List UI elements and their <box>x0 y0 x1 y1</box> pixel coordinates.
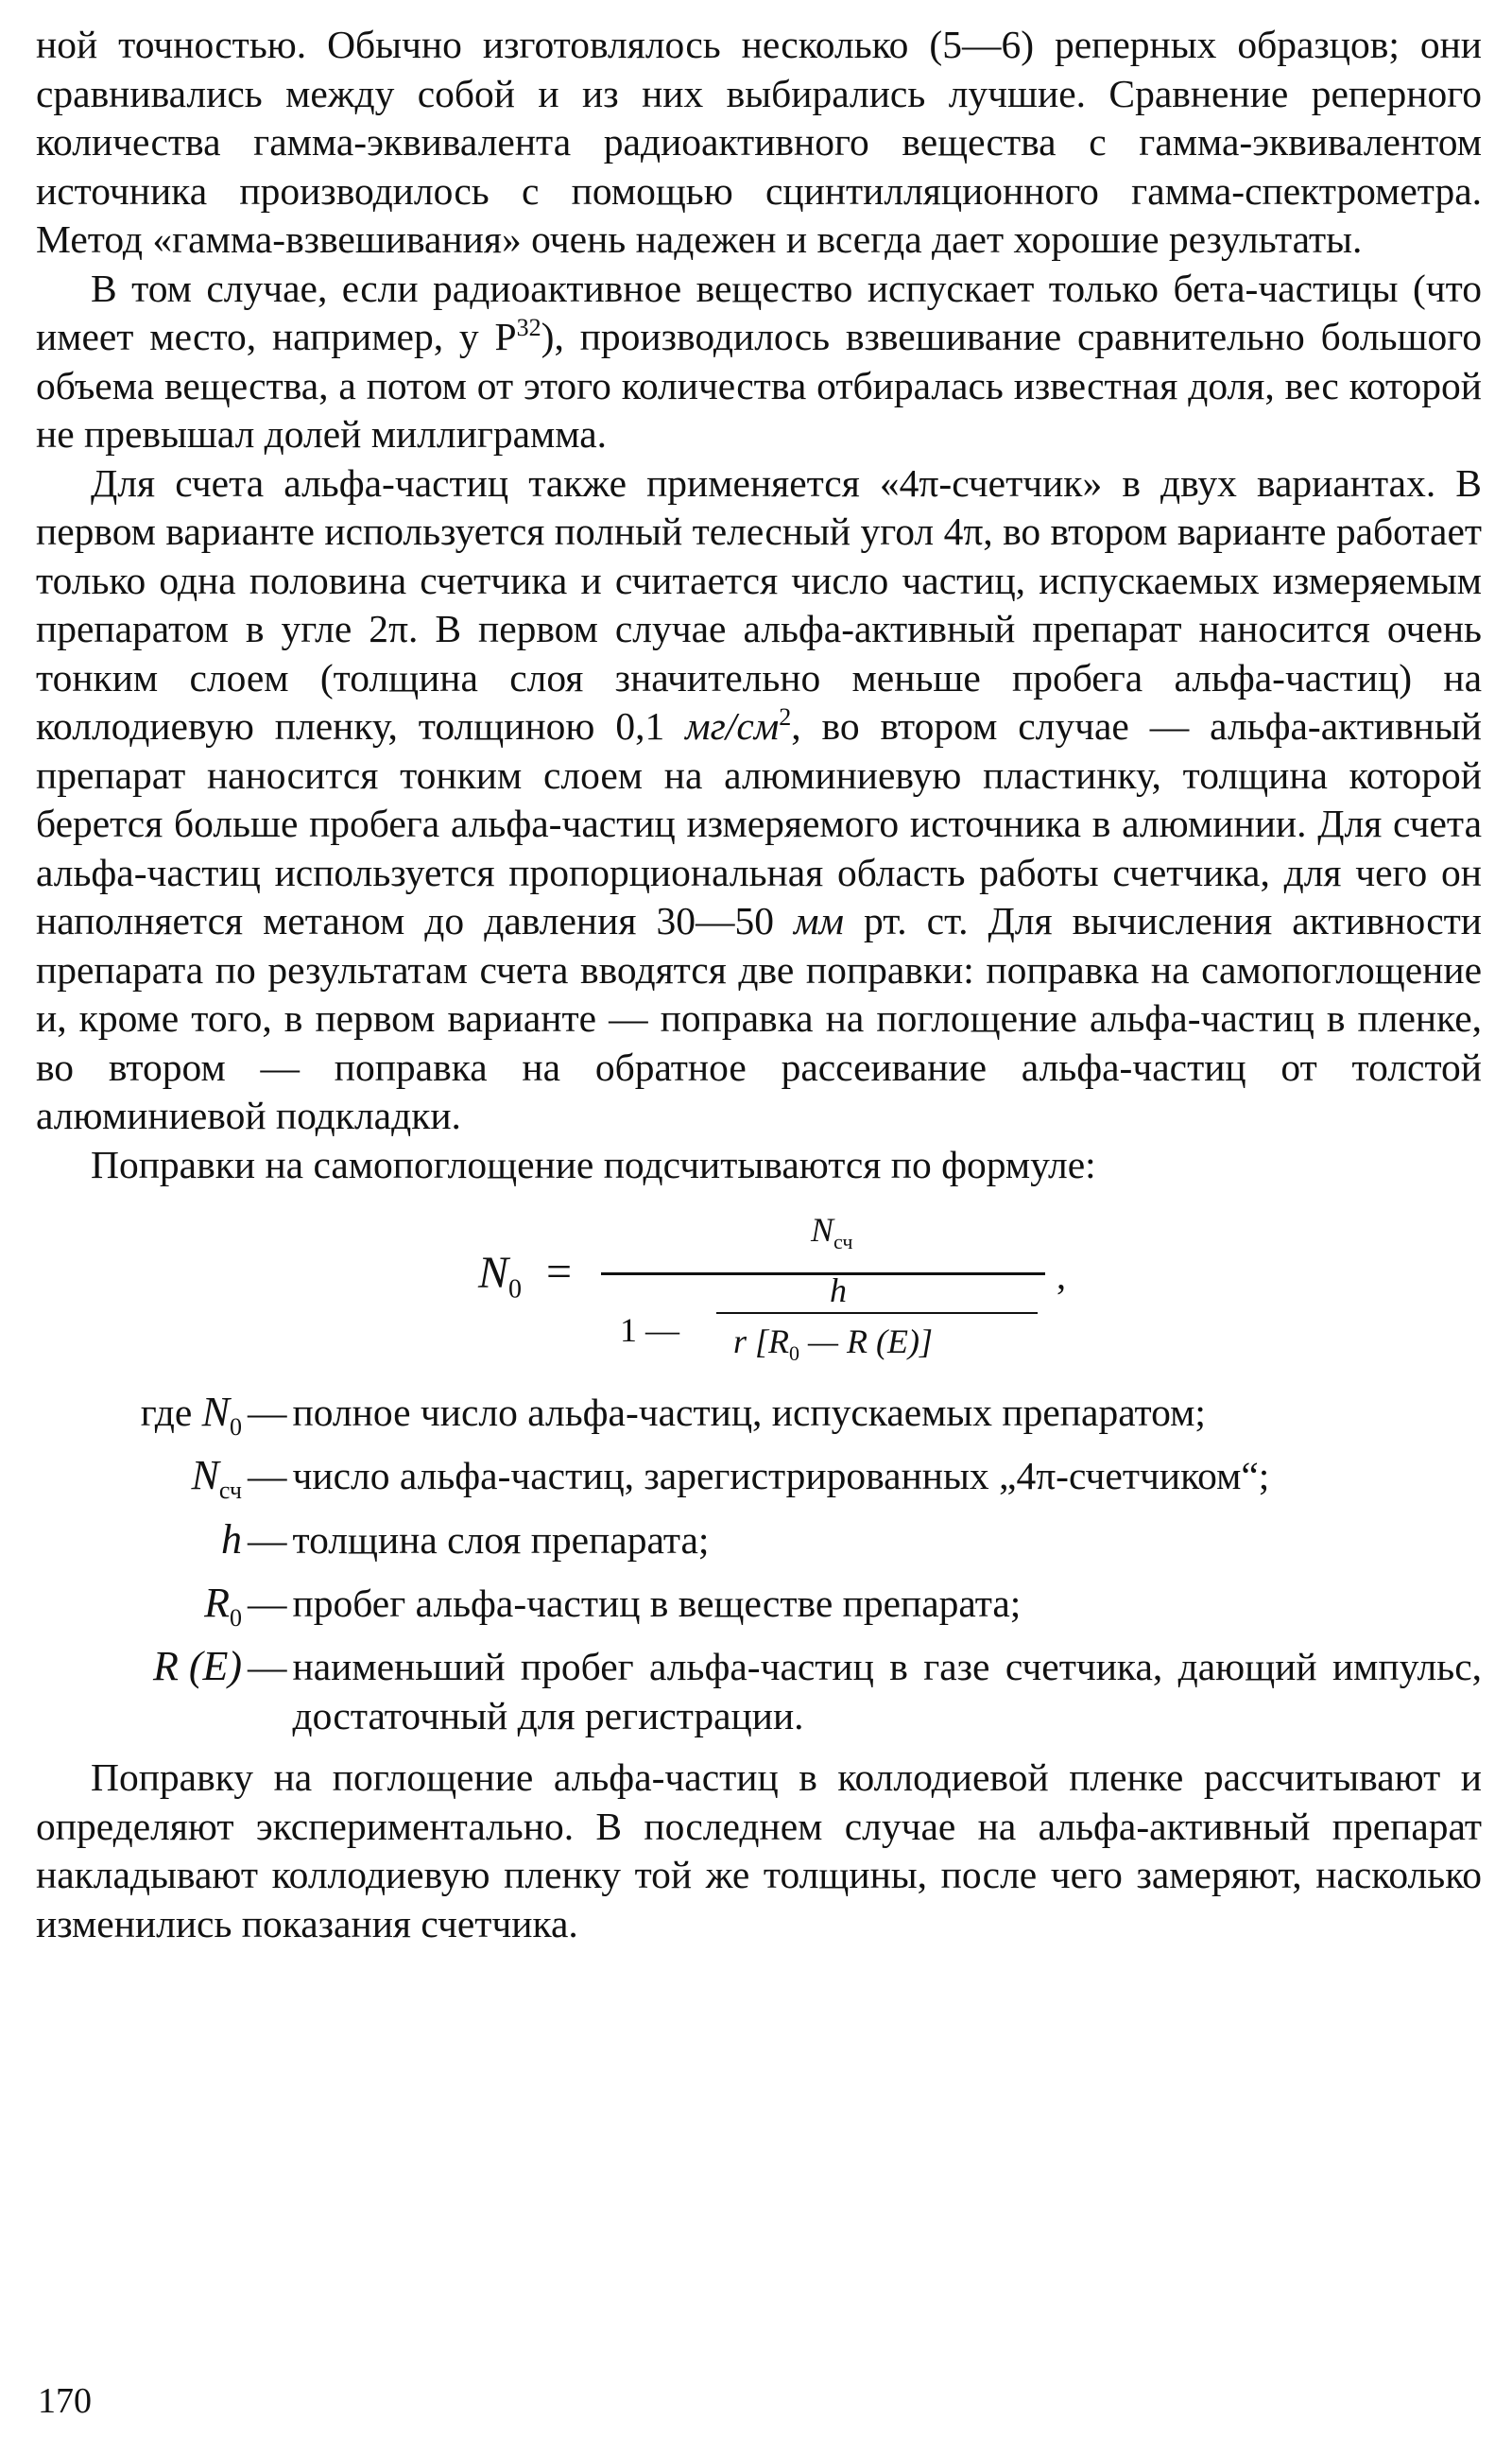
formula-lhs: $N_0$ <box>478 1248 523 1305</box>
paragraph-4: Поправки на самопоглощение подсчитываются по формуле: <box>91 1142 1096 1186</box>
definition-row <box>36 1579 1482 1642</box>
definition-row <box>36 1451 1482 1514</box>
definition-text: наименьший пробег альфа-частиц в газе счетчика, дающий импульс, достаточный для регистрации. <box>292 1645 1482 1737</box>
formula-comma: , <box>1057 1254 1066 1297</box>
formula-inner-denominator: r [$R_0$ — R (E)] <box>733 1322 933 1366</box>
definition-dash: — <box>248 1581 287 1625</box>
page-number: 170 <box>38 2381 92 2421</box>
formula-one-minus: 1 — <box>620 1311 679 1349</box>
symbol-definitions <box>36 1388 1482 1740</box>
formula-numerator: $N_{сч}$ <box>811 1211 853 1254</box>
formula-inner-fraction-bar <box>716 1312 1038 1314</box>
definition-dash: — <box>248 1454 287 1498</box>
paragraph-1: ной точностью. Обычно изготовлялось несколько (5—6) реперных образцов; они сравнивались между собой и из них выбирались лучшие. Сравнение реперного количества гамма-эквивалента радиоактивного вещества с гамма-эквивалентом источника производилось с помощью сцинтилляционного гамма-спектрометра. Метод «гамма-взвешивания» очень надежен и всегда дает хорошие результаты. <box>36 23 1482 261</box>
paragraph-2-text-a: В том случае, если радиоактивное вещество испускает только бета-частицы (что имеет место, например, у P <box>36 266 1482 358</box>
definition-dash: — <box>248 1517 287 1562</box>
formula-inner-numerator: h <box>830 1271 847 1309</box>
definition-text: пробег альфа-частиц в веществе препарата; <box>292 1581 1022 1625</box>
self-absorption-formula <box>36 1206 1482 1367</box>
paragraph-3-text-b: , во втором случае — альфа-активный препарат наносится тонким слоем на алюминиевую пластинку, толщина которой берется больше пробега альфа-частиц измеряемого источника в алюминии. Для счета альфа-частиц используется пропорциональная область работы счетчика, для чего он наполняется метаном до давления 30—50 <box>36 704 1482 942</box>
definition-dash: — <box>248 1645 287 1689</box>
definition-symbol: где $N_0$ <box>140 1389 242 1441</box>
definition-symbol: $R_0$ <box>204 1579 242 1632</box>
definition-row <box>36 1515 1482 1579</box>
definition-text: число альфа-частиц, зарегистрированных „4π-счетчиком“; <box>292 1454 1270 1498</box>
isotope-superscript: 32 <box>516 314 541 342</box>
paragraph-5: Поправку на поглощение альфа-частиц в коллодиевой пленке рассчитывают и определяют экспериментально. В последнем случае на альфа-активный препарат накладывают коллодиевую пленку той же толщины, после чего замеряют, насколько изменились показания счетчика. <box>36 1755 1482 1945</box>
formula-equals: = <box>546 1247 573 1297</box>
definition-row <box>36 1642 1482 1740</box>
definition-text: полное число альфа-частиц, испускаемых препаратом; <box>292 1391 1206 1434</box>
unit-mm: мм <box>794 899 844 942</box>
definition-symbol: $N_{сч}$ <box>191 1452 242 1505</box>
paragraph-3-text-c: рт. ст. Для вычисления активности препарата по результатам счета вводятся две поправки: поправка на самопоглощение и, кроме того, в первом варианте — поправка на поглощение альфа-частиц в пленке, во втором — поправка на обратное рассеивание альфа-частиц от толстой алюминиевой подкладки. <box>36 899 1483 1137</box>
paragraph-3 <box>36 459 1482 1141</box>
definition-symbol: R (E) <box>152 1643 242 1690</box>
paragraph-2 <box>36 265 1482 459</box>
page-body <box>36 21 1482 1948</box>
paragraph-2-text-b: ), производилось взвешивание сравнительно большого объема вещества, а потом от этого количества отбиралась известная доля, вес которой не превышал долей миллиграмма. <box>36 315 1482 456</box>
definition-dash: — <box>248 1391 287 1434</box>
definition-symbol: h <box>221 1515 242 1563</box>
formula-main-fraction-bar <box>601 1272 1045 1275</box>
paragraph-3-text-a: Для счета альфа-частиц также применяется «4π-счетчик» в двух вариантах. В первом варианте используется полный телесный угол 4π, во втором варианте работает только одна половина счетчика и считается число частиц, испускаемых измеряемым препаратом в угле 2π. В первом случае альфа-активный препарат наносится очень тонким слоем (толщина слоя значительно меньше пробега альфа-частиц) на коллодиевую пленку, толщиною 0,1 <box>36 460 1482 748</box>
unit-mg-cm: мг/см <box>685 704 780 748</box>
definition-row <box>36 1388 1482 1451</box>
unit-superscript: 2 <box>779 703 792 732</box>
definition-text: толщина слоя препарата; <box>292 1517 710 1562</box>
